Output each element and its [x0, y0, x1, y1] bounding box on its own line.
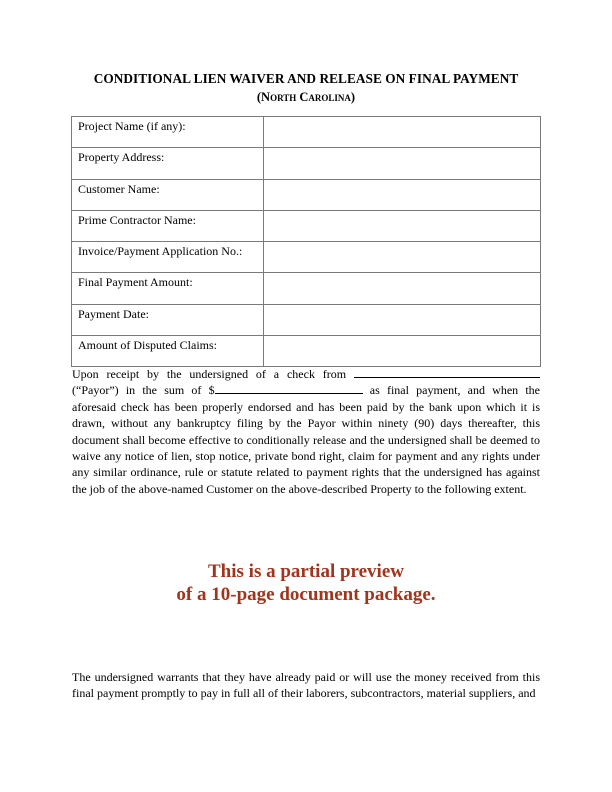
table-row — [72, 210, 541, 241]
preview-notice-line2: of a 10-page document package. — [176, 584, 436, 605]
table-row — [72, 242, 541, 273]
field-label-payment-date: Payment Date: — [72, 304, 264, 335]
field-value-payment-date[interactable] — [264, 304, 541, 335]
field-label-project-name: Project Name (if any): — [72, 117, 264, 148]
field-value-project-name[interactable] — [264, 117, 541, 148]
release-text-part3: as final payment, and when the aforesaid check has been properly endorsed and has been paid by the bank upon which it is drawn, without any bankruptcy filing by the Payor within ninety (90) days thereafter, this document shall become effective to conditionally release and the undersigned shall be deemed to waive any notice of lien, stop notice, private bond right, claim for payment and any rights under any similar ordinance, rule or statute related to payment rights that the undersigned has against the job of the above-named Customer on the above-described Property to the following extent. — [72, 383, 540, 496]
field-value-property-address[interactable] — [264, 148, 541, 179]
field-value-prime-contractor[interactable] — [264, 210, 541, 241]
warranty-paragraph: The undersigned warrants that they have already paid or will use the money received from this final payment promptly to pay in full all of their laborers, subcontractors, material suppliers, and — [72, 670, 540, 701]
release-text-part2: (“Payor”) in the sum of $ — [72, 383, 215, 398]
field-value-customer-name[interactable] — [264, 179, 541, 210]
fields-table — [71, 116, 541, 367]
document-subtitle: (North Carolina) — [256, 90, 356, 104]
field-value-invoice-number[interactable] — [264, 242, 541, 273]
field-label-final-payment-amount: Final Payment Amount: — [72, 273, 264, 304]
preview-notice-line1: This is a partial preview — [208, 561, 404, 582]
table-row — [72, 179, 541, 210]
table-row — [72, 148, 541, 179]
table-row — [72, 273, 541, 304]
document-title: CONDITIONAL LIEN WAIVER AND RELEASE ON FINAL PAYMENT — [93, 71, 519, 86]
payor-blank[interactable] — [354, 366, 540, 378]
amount-blank[interactable] — [215, 382, 363, 394]
release-text-part1: Upon receipt by the undersigned of a check from — [72, 367, 354, 381]
table-row — [72, 336, 541, 367]
field-label-invoice-number: Invoice/Payment Application No.: — [72, 242, 264, 273]
field-value-disputed-claims[interactable] — [264, 336, 541, 367]
field-label-customer-name: Customer Name: — [72, 179, 264, 210]
field-label-prime-contractor: Prime Contractor Name: — [72, 210, 264, 241]
preview-notice — [0, 560, 612, 606]
field-value-final-payment-amount[interactable] — [264, 273, 541, 304]
field-label-property-address: Property Address: — [72, 148, 264, 179]
table-row — [72, 304, 541, 335]
table-row — [72, 117, 541, 148]
release-paragraph — [72, 366, 540, 497]
field-label-disputed-claims: Amount of Disputed Claims: — [72, 336, 264, 367]
